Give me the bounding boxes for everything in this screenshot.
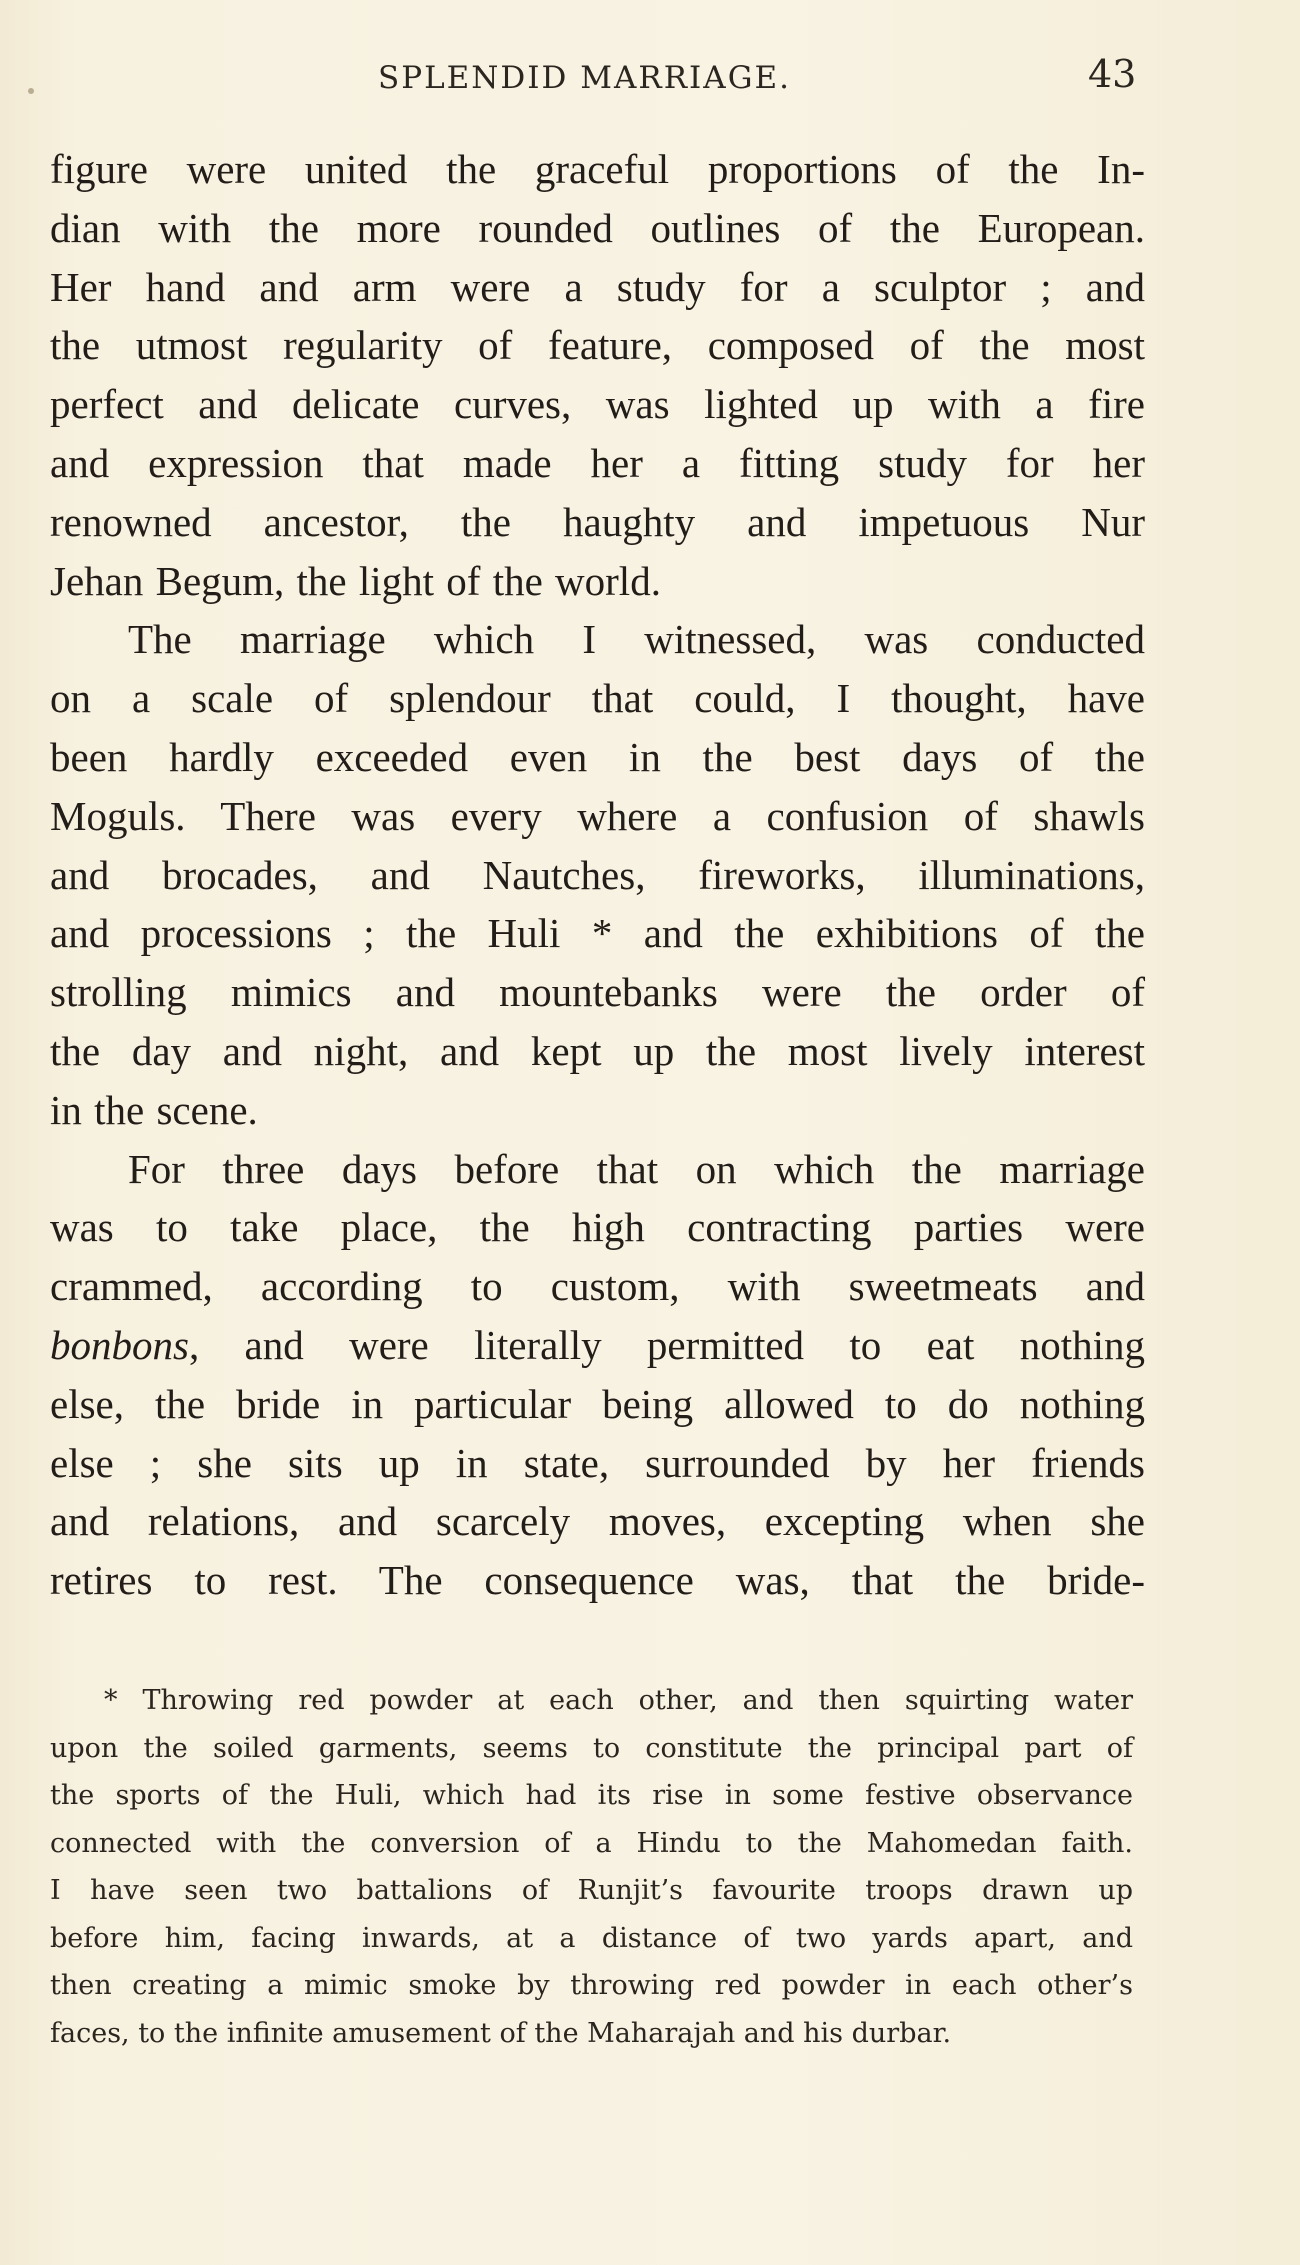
footnote-line: connected with the conversion of a Hindu to the Mahomedan faith.: [50, 1827, 1133, 1859]
text-line-rest: , and were literally permitted to eat nothing: [188, 1321, 1145, 1368]
text-line: the utmost regularity of feature, composed of the most: [50, 322, 1145, 369]
text-line: dian with the more rounded outlines of the European.: [50, 204, 1145, 251]
text-line: Moguls. There was every where a confusion of shawls: [50, 792, 1145, 839]
text-line: [50, 1316, 1145, 1375]
text-line: and relations, and scarcely moves, excepting when she: [50, 1498, 1145, 1545]
text-line: was to take place, the high contracting parties were: [50, 1204, 1145, 1251]
text-line: and processions ; the Huli * and the exhibitions of the: [50, 910, 1145, 957]
text-line: figure were united the graceful proportions of the In-: [50, 146, 1145, 192]
footnote-line: before him, facing inwards, at a distance of two yards apart, and: [50, 1922, 1133, 1954]
text-line: in the scene.: [50, 1086, 258, 1133]
text-line: else, the bride in particular being allowed to do nothing: [50, 1380, 1145, 1427]
text-line: renowned ancestor, the haughty and impetuous Nur: [50, 498, 1145, 545]
running-head: [0, 52, 1300, 112]
footnote: [50, 1677, 1133, 2057]
text-line: perfect and delicate curves, was lighted up with a fire: [50, 381, 1145, 428]
text-line: The marriage which I witnessed, was conducted: [128, 616, 1145, 663]
text-line: crammed, according to custom, with sweetmeats and: [50, 1263, 1145, 1310]
footnote-line: the sports of the Huli, which had its rise in some festive observance: [50, 1780, 1133, 1811]
text-line: and brocades, and Nautches, fireworks, illuminations,: [50, 851, 1145, 898]
text-line: been hardly exceeded even in the best days of the: [50, 733, 1145, 780]
footnote-line: upon the soiled garments, seems to constitute the principal part of: [50, 1732, 1133, 1764]
page-number: 43: [1088, 52, 1137, 96]
text-line: For three days before that on which the marriage: [128, 1145, 1145, 1192]
text-line: the day and night, and kept up the most lively interest: [50, 1027, 1145, 1074]
footnote-line: then creating a mimic smoke by throwing red powder in each other’s: [50, 1970, 1133, 2001]
text-line: strolling mimics and mountebanks were the order of: [50, 969, 1145, 1016]
text-line: retires to rest. The consequence was, that the bride-: [50, 1557, 1145, 1604]
footnote-line: * Throwing red powder at each other, and then squirting water: [104, 1685, 1133, 1716]
text-line: Her hand and arm were a study for a sculptor ; and: [50, 263, 1145, 310]
italic-word: bonbons: [50, 1321, 189, 1368]
body-text: [50, 140, 1145, 1610]
running-title: SPLENDID MARRIAGE.: [378, 60, 791, 96]
text-line: else ; she sits up in state, surrounded by her friends: [50, 1439, 1145, 1486]
footnote-line: I have seen two battalions of Runjit’s favourite troops drawn up: [50, 1875, 1133, 1906]
text-line: Jehan Begum, the light of the world.: [50, 557, 661, 604]
text-line: and expression that made her a fitting study for her: [50, 439, 1145, 486]
text-line: on a scale of splendour that could, I thought, have: [50, 675, 1145, 722]
footnote-line: faces, to the infinite amusement of the Maharajah and his durbar.: [50, 2017, 952, 2049]
